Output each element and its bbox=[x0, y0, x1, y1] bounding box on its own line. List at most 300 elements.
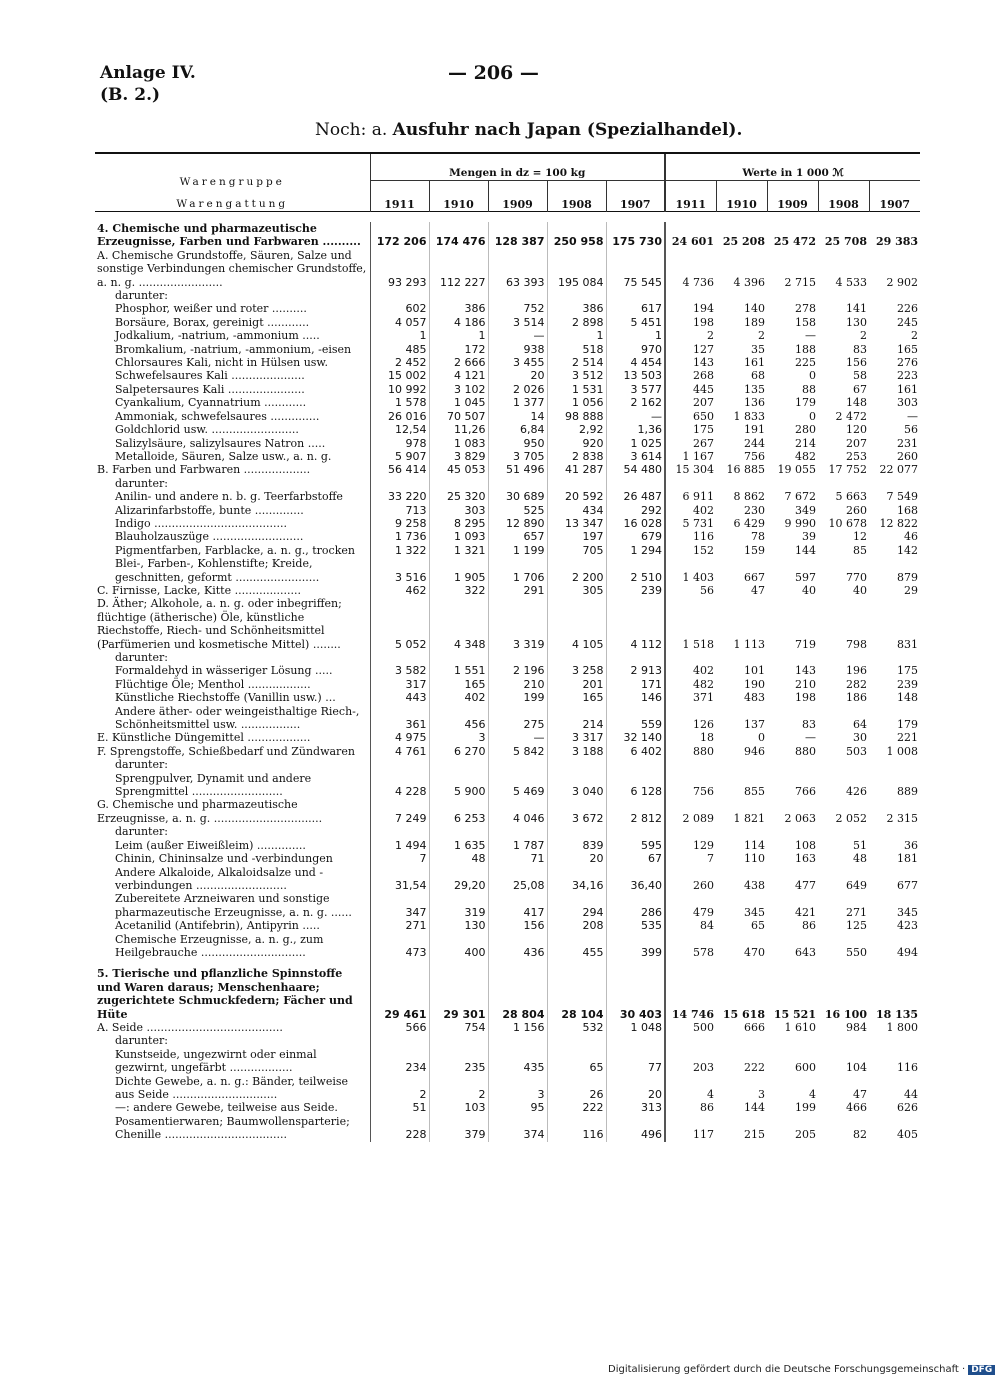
value-cell: 477 bbox=[795, 878, 816, 892]
quantity-cell bbox=[429, 651, 488, 664]
value-cell bbox=[869, 651, 920, 664]
footer-credit bbox=[608, 1364, 995, 1375]
value-cell: 371 bbox=[665, 691, 716, 704]
quantity-cell: 156 bbox=[488, 919, 547, 932]
value-cell: 207 bbox=[665, 396, 716, 409]
quantity-cell: 303 bbox=[429, 504, 488, 517]
value-cell: 402 bbox=[665, 664, 716, 677]
row-label: Chlorsaures Kali, nicht in Hülsen usw. bbox=[115, 356, 329, 370]
quantity-cell: 9 258 bbox=[370, 517, 429, 530]
row-label: Alizarinfarbstoffe, bunte .............. bbox=[115, 503, 304, 517]
value-cell: 25 472 bbox=[773, 235, 816, 249]
quantity-cell: 25,08 bbox=[488, 866, 547, 893]
row-label: Salizylsäure, salizylsaures Natron ..... bbox=[115, 436, 326, 450]
row-label: Metalloide, Säuren, Salze usw., a. n. g. bbox=[115, 449, 332, 463]
value-cell: 831 bbox=[897, 637, 919, 651]
table-row bbox=[95, 423, 920, 436]
table-row bbox=[95, 866, 920, 893]
value-cell: 35 bbox=[751, 342, 765, 356]
value-cell: 1 610 bbox=[784, 1020, 816, 1034]
title-prefix: Noch: a. bbox=[315, 120, 388, 140]
value-cell: 152 bbox=[665, 544, 716, 557]
value-header: Werte in 1 000 ℳ bbox=[665, 154, 920, 181]
quantity-cell: 4 348 bbox=[429, 597, 488, 651]
value-cell: 494 bbox=[897, 945, 919, 959]
value-cell: 766 bbox=[795, 785, 816, 799]
value-cell: 470 bbox=[744, 945, 765, 959]
quantity-cell: 210 bbox=[488, 678, 547, 691]
table-row bbox=[95, 825, 920, 838]
table-row bbox=[95, 584, 920, 597]
quantity-cell: 4 046 bbox=[488, 798, 547, 825]
value-cell: 984 bbox=[846, 1020, 867, 1034]
value-cell: 130 bbox=[846, 315, 867, 329]
value-cell: 104 bbox=[846, 1061, 867, 1075]
page-title bbox=[315, 120, 742, 140]
group-row bbox=[95, 222, 920, 249]
value-cell: 1 113 bbox=[733, 637, 765, 651]
quantity-cell: 130 bbox=[429, 919, 488, 932]
row-label: darunter: bbox=[115, 651, 168, 664]
value-year-header: 1911 bbox=[665, 181, 716, 212]
value-cell: 268 bbox=[665, 369, 716, 382]
row-label: darunter: bbox=[115, 476, 168, 490]
quantity-cell: 473 bbox=[370, 933, 429, 960]
quantity-cell: 5 907 bbox=[370, 450, 429, 463]
value-cell: 1 008 bbox=[886, 744, 919, 758]
value-cell: 643 bbox=[795, 945, 816, 959]
row-label: Chemische Erzeugnisse, a. n. g., zum Heilgebrauche .............................. bbox=[115, 932, 324, 959]
quantity-cell: 6 253 bbox=[429, 798, 488, 825]
value-cell: 68 bbox=[751, 369, 765, 383]
value-cell: 6 911 bbox=[665, 490, 716, 503]
quantity-cell: 752 bbox=[488, 302, 547, 315]
anlage-label: Anlage IV. bbox=[100, 63, 196, 83]
value-cell: 4 736 bbox=[665, 249, 716, 289]
quantity-cell: 3 319 bbox=[488, 597, 547, 651]
quantity-cell: 3 614 bbox=[606, 450, 665, 463]
value-cell: 163 bbox=[795, 852, 816, 866]
quantity-cell: 28 804 bbox=[488, 967, 547, 1021]
value-cell: 946 bbox=[744, 744, 765, 758]
row-label: Ammoniak, schwefelsaures .............. bbox=[115, 409, 320, 423]
row-label: Phosphor, weißer und roter .......... bbox=[115, 302, 307, 316]
value-cell: 426 bbox=[846, 785, 867, 799]
value-cell: 25 208 bbox=[722, 235, 765, 249]
table-row bbox=[95, 933, 920, 960]
value-cell: 756 bbox=[744, 449, 765, 463]
value-cell: 578 bbox=[665, 933, 716, 960]
quantity-cell: 29 461 bbox=[370, 967, 429, 1021]
quantity-cell: 228 bbox=[370, 1115, 429, 1142]
row-label: D. Äther; Alkohole, a. n. g. oder inbegriffen; flüchtige (ätherische) Öle, künstliche Riechstoffe, Riech- und Schönheitsmittel (Parfümerien und kosmetische Mittel) ........ bbox=[97, 597, 342, 651]
value-cell: 550 bbox=[846, 945, 867, 959]
quantity-cell bbox=[547, 289, 606, 302]
value-cell: 17 752 bbox=[828, 463, 867, 477]
row-label: darunter: bbox=[115, 758, 168, 772]
value-cell: 1 800 bbox=[886, 1020, 919, 1034]
quantity-cell: 970 bbox=[606, 343, 665, 356]
value-cell: 29 bbox=[904, 583, 919, 597]
value-cell: 466 bbox=[846, 1101, 867, 1115]
value-cell: 4 bbox=[665, 1075, 716, 1102]
value-cell: 120 bbox=[846, 423, 867, 437]
value-cell: 880 bbox=[665, 745, 716, 758]
table-row bbox=[95, 463, 920, 476]
table-row bbox=[95, 329, 920, 342]
row-label: A. Chemische Grundstoffe, Säuren, Salze und sonstige Verbindungen chemischer Grundstoffe, a. n. g. ........................ bbox=[97, 248, 367, 289]
quantity-cell: 1 905 bbox=[429, 557, 488, 584]
quantity-cell bbox=[429, 758, 488, 771]
quantity-cell: 1 045 bbox=[429, 396, 488, 409]
quantity-cell: 171 bbox=[606, 678, 665, 691]
value-cell: 126 bbox=[665, 705, 716, 732]
quantity-cell bbox=[547, 825, 606, 838]
table-row bbox=[95, 383, 920, 396]
value-cell: 19 055 bbox=[777, 463, 816, 477]
value-cell: 125 bbox=[846, 919, 867, 933]
value-cell: 12 822 bbox=[879, 516, 919, 530]
value-cell: 597 bbox=[795, 570, 816, 584]
quantity-cell: 595 bbox=[606, 839, 665, 852]
value-cell: 445 bbox=[665, 383, 716, 396]
value-cell: 2 089 bbox=[665, 798, 716, 825]
value-cell: 770 bbox=[846, 570, 867, 584]
value-cell: 188 bbox=[795, 342, 816, 356]
row-label: Formaldehyd in wässeriger Lösung ..... bbox=[115, 664, 333, 678]
row-label: Blauholzauszüge .......................... bbox=[115, 530, 304, 544]
value-cell bbox=[716, 289, 767, 302]
value-cell bbox=[665, 651, 716, 664]
value-cell bbox=[869, 477, 920, 490]
quantity-cell bbox=[488, 1034, 547, 1047]
quantity-cell: 2 bbox=[429, 1075, 488, 1102]
value-cell bbox=[869, 825, 920, 838]
quantity-cell: 3 582 bbox=[370, 664, 429, 677]
quantity-cell: 436 bbox=[488, 933, 547, 960]
quantity-cell: 1 787 bbox=[488, 839, 547, 852]
quantity-cell: 292 bbox=[606, 504, 665, 517]
value-year-header: 1910 bbox=[716, 181, 767, 212]
quantity-cell: 13 347 bbox=[547, 517, 606, 530]
quantity-cell: 30 403 bbox=[606, 967, 665, 1021]
table-row bbox=[95, 410, 920, 423]
value-cell bbox=[767, 477, 818, 490]
table-row bbox=[95, 1115, 920, 1142]
value-cell: 210 bbox=[795, 677, 816, 691]
value-cell bbox=[818, 651, 869, 664]
value-cell: 16 100 bbox=[824, 1007, 867, 1021]
value-cell: 405 bbox=[897, 1128, 919, 1142]
quantity-cell: 199 bbox=[488, 691, 547, 704]
quantity-cell: 54 480 bbox=[606, 463, 665, 476]
quantity-cell: 754 bbox=[429, 1021, 488, 1034]
value-cell: 221 bbox=[897, 731, 919, 745]
value-cell: 2 472 bbox=[835, 409, 867, 423]
row-label: Andere äther- oder weingeisthaltige Riech-, Schönheitsmittel usw. ................. bbox=[115, 704, 360, 732]
value-cell: 86 bbox=[802, 919, 816, 933]
value-cell bbox=[869, 1034, 920, 1047]
quantity-cell: 1 322 bbox=[370, 544, 429, 557]
row-label: Jodkalium, -natrium, -ammonium ..... bbox=[115, 329, 320, 343]
value-cell: 84 bbox=[665, 919, 716, 932]
value-cell: 207 bbox=[846, 436, 867, 450]
value-cell: 303 bbox=[897, 396, 919, 410]
value-cell: 198 bbox=[665, 316, 716, 329]
quantity-cell: 559 bbox=[606, 705, 665, 732]
value-cell: 5 663 bbox=[835, 490, 867, 504]
quantity-cell: 3 188 bbox=[547, 745, 606, 758]
row-label: Goldchlorid usw. ......................... bbox=[115, 423, 299, 437]
value-cell: 230 bbox=[744, 503, 765, 517]
value-cell: 144 bbox=[744, 1101, 765, 1115]
quantity-cell: 20 bbox=[547, 852, 606, 865]
row-label: Cyankalium, Cyannatrium ............ bbox=[115, 396, 307, 410]
value-cell: 30 bbox=[853, 731, 867, 745]
footer-text: Digitalisierung gefördert durch die Deutsche Forschungsgemeinschaft · bbox=[608, 1364, 966, 1375]
quantity-cell: 456 bbox=[429, 705, 488, 732]
quantity-cell: 6 402 bbox=[606, 745, 665, 758]
value-cell: 600 bbox=[795, 1061, 816, 1075]
quantity-cell: 16 028 bbox=[606, 517, 665, 530]
value-cell: 7 bbox=[665, 852, 716, 865]
quantity-cell: 1 578 bbox=[370, 396, 429, 409]
quantity-cell: 3 102 bbox=[429, 383, 488, 396]
value-cell: 260 bbox=[665, 866, 716, 893]
quantity-year-header: 1908 bbox=[547, 181, 606, 212]
value-cell: 165 bbox=[897, 342, 919, 356]
quantity-cell: 10 992 bbox=[370, 383, 429, 396]
quantity-cell: 319 bbox=[429, 892, 488, 919]
table-row bbox=[95, 557, 920, 584]
row-label: darunter: bbox=[115, 289, 168, 303]
quantity-cell: 36,40 bbox=[606, 866, 665, 893]
quantity-cell bbox=[547, 651, 606, 664]
quantity-cell: 222 bbox=[547, 1101, 606, 1114]
value-cell: 756 bbox=[665, 772, 716, 799]
quantity-cell: 26 bbox=[547, 1075, 606, 1102]
quantity-cell: 95 bbox=[488, 1101, 547, 1114]
quantity-cell: — bbox=[488, 731, 547, 744]
quantity-cell: 165 bbox=[429, 678, 488, 691]
value-cell: 136 bbox=[744, 396, 765, 410]
value-cell: 1 833 bbox=[733, 409, 765, 423]
quantity-cell: 1 635 bbox=[429, 839, 488, 852]
value-cell: 214 bbox=[795, 436, 816, 450]
quantity-cell: 402 bbox=[429, 691, 488, 704]
table-row bbox=[95, 758, 920, 771]
quantity-cell: 3 bbox=[429, 731, 488, 744]
quantity-cell bbox=[606, 289, 665, 302]
value-cell bbox=[767, 1034, 818, 1047]
row-label: Bromkalium, -natrium, -ammonium, -eisen bbox=[115, 342, 352, 356]
quantity-cell: 275 bbox=[488, 705, 547, 732]
value-cell: 2 902 bbox=[886, 275, 919, 289]
value-cell: 4 396 bbox=[733, 275, 765, 289]
value-cell: 880 bbox=[795, 744, 816, 758]
table-row bbox=[95, 852, 920, 865]
value-cell: 168 bbox=[897, 503, 919, 517]
quantity-cell: 103 bbox=[429, 1101, 488, 1114]
value-cell: 110 bbox=[744, 852, 765, 866]
quantity-cell: 29,20 bbox=[429, 866, 488, 893]
quantity-cell: 1 bbox=[547, 329, 606, 342]
quantity-cell: 51 496 bbox=[488, 463, 547, 476]
quantity-cell: 1 bbox=[429, 329, 488, 342]
quantity-cell: 1 294 bbox=[606, 544, 665, 557]
value-cell: 181 bbox=[897, 852, 919, 866]
quantity-cell: 93 293 bbox=[370, 249, 429, 289]
value-cell: 140 bbox=[744, 302, 765, 316]
value-cell: 5 731 bbox=[665, 517, 716, 530]
quantity-cell: 2,92 bbox=[547, 423, 606, 436]
value-cell: 205 bbox=[795, 1128, 816, 1142]
quantity-cell: 20 bbox=[606, 1075, 665, 1102]
quantity-cell: 4 186 bbox=[429, 316, 488, 329]
dfg-logo: DFG bbox=[968, 1365, 995, 1375]
page-number: — 206 — bbox=[448, 62, 539, 84]
quantity-cell: 286 bbox=[606, 892, 665, 919]
value-cell bbox=[665, 289, 716, 302]
value-cell: 253 bbox=[846, 449, 867, 463]
quantity-cell: 417 bbox=[488, 892, 547, 919]
value-cell: 3 bbox=[758, 1088, 765, 1101]
value-cell: 143 bbox=[795, 664, 816, 678]
table-row bbox=[95, 664, 920, 677]
value-cell bbox=[818, 477, 869, 490]
type-header: Warengattung bbox=[176, 197, 289, 210]
quantity-cell: 214 bbox=[547, 705, 606, 732]
value-cell: 2 315 bbox=[886, 811, 919, 825]
value-cell: 2 bbox=[758, 329, 765, 343]
table-row bbox=[95, 396, 920, 409]
table-row bbox=[95, 356, 920, 369]
quantity-cell: 13 503 bbox=[606, 369, 665, 382]
table-row bbox=[95, 772, 920, 799]
table-row bbox=[95, 691, 920, 704]
quantity-cell: 165 bbox=[547, 691, 606, 704]
value-cell: 161 bbox=[744, 356, 765, 370]
quantity-cell: 5 842 bbox=[488, 745, 547, 758]
quantity-cell: 29 301 bbox=[429, 967, 488, 1021]
group-header: Warengruppe bbox=[179, 176, 285, 189]
value-cell: 67 bbox=[853, 382, 867, 396]
trade-table bbox=[95, 152, 920, 1142]
value-cell: 196 bbox=[846, 664, 867, 678]
table-row bbox=[95, 597, 920, 651]
table-row bbox=[95, 1048, 920, 1075]
quantity-cell: 4 112 bbox=[606, 597, 665, 651]
value-cell: 271 bbox=[846, 905, 867, 919]
section-label: (B. 2.) bbox=[100, 85, 161, 105]
value-cell: 203 bbox=[665, 1048, 716, 1075]
value-cell: — bbox=[805, 731, 816, 745]
row-label: 4. Chemische und pharmazeutische Erzeugnisse, Farben und Farbwaren .......... bbox=[97, 222, 361, 249]
quantity-cell: 45 053 bbox=[429, 463, 488, 476]
value-cell: 135 bbox=[744, 382, 765, 396]
quantity-cell: 20 592 bbox=[547, 490, 606, 503]
quantity-cell: 6,84 bbox=[488, 423, 547, 436]
value-cell: 4 bbox=[809, 1088, 816, 1101]
row-label: Acetanilid (Antifebrin), Antipyrin ..... bbox=[115, 919, 320, 933]
quantity-cell: 197 bbox=[547, 530, 606, 543]
quantity-year-header: 1907 bbox=[606, 181, 665, 212]
value-cell: 108 bbox=[795, 838, 816, 852]
quantity-cell: 938 bbox=[488, 343, 547, 356]
quantity-cell: 33 220 bbox=[370, 490, 429, 503]
value-cell bbox=[767, 825, 818, 838]
quantity-cell: 3 bbox=[488, 1075, 547, 1102]
value-cell: 345 bbox=[897, 905, 919, 919]
quantity-cell: 4 228 bbox=[370, 772, 429, 799]
value-cell: 189 bbox=[744, 315, 765, 329]
row-label: Sprengpulver, Dynamit und andere Sprengmittel .......................... bbox=[115, 771, 312, 799]
row-label: darunter: bbox=[115, 825, 168, 839]
quantity-cell: 65 bbox=[547, 1048, 606, 1075]
value-cell: 179 bbox=[795, 396, 816, 410]
value-cell: 889 bbox=[897, 785, 919, 799]
row-label: Künstliche Riechstoffe (Vanillin usw.) ... bbox=[115, 691, 336, 705]
value-cell: 141 bbox=[846, 302, 867, 316]
quantity-cell: 32 140 bbox=[606, 731, 665, 744]
quantity-cell: 34,16 bbox=[547, 866, 606, 893]
quantity-cell: 305 bbox=[547, 584, 606, 597]
quantity-cell: 455 bbox=[547, 933, 606, 960]
quantity-cell: 174 476 bbox=[429, 222, 488, 249]
table-row bbox=[95, 316, 920, 329]
value-cell: 64 bbox=[853, 718, 867, 732]
value-cell: 2 052 bbox=[835, 811, 867, 825]
value-cell: 666 bbox=[744, 1020, 765, 1034]
value-cell: 7 672 bbox=[784, 490, 816, 504]
value-cell: 349 bbox=[795, 503, 816, 517]
value-cell: 649 bbox=[846, 878, 867, 892]
quantity-cell: 2 514 bbox=[547, 356, 606, 369]
value-cell: 483 bbox=[744, 691, 765, 705]
quantity-cell: 950 bbox=[488, 437, 547, 450]
quantity-cell: 322 bbox=[429, 584, 488, 597]
quantity-cell: 7 bbox=[370, 852, 429, 865]
row-label: —: andere Gewebe, teilweise aus Seide. bbox=[115, 1101, 338, 1115]
quantity-cell: 4 454 bbox=[606, 356, 665, 369]
value-cell: 129 bbox=[665, 839, 716, 852]
quantity-cell bbox=[488, 289, 547, 302]
value-cell: 503 bbox=[846, 744, 867, 758]
quantity-cell: 1 156 bbox=[488, 1021, 547, 1034]
value-cell: 0 bbox=[809, 409, 816, 423]
quantity-cell bbox=[606, 651, 665, 664]
quantity-cell: 1 bbox=[370, 329, 429, 342]
value-cell bbox=[767, 289, 818, 302]
quantity-cell: 443 bbox=[370, 691, 429, 704]
value-cell: 0 bbox=[758, 731, 765, 745]
value-cell: 56 bbox=[665, 584, 716, 597]
quantity-cell: 2 666 bbox=[429, 356, 488, 369]
quantity-cell: 3 516 bbox=[370, 557, 429, 584]
quantity-cell bbox=[370, 289, 429, 302]
quantity-cell: 3 705 bbox=[488, 450, 547, 463]
table-row bbox=[95, 731, 920, 744]
value-cell: 39 bbox=[802, 530, 816, 544]
value-cell bbox=[665, 1034, 716, 1047]
quantity-cell bbox=[488, 477, 547, 490]
value-cell: 2 063 bbox=[784, 811, 816, 825]
row-label: E. Künstliche Düngemittel .................. bbox=[97, 731, 311, 745]
quantity-cell: 1 083 bbox=[429, 437, 488, 450]
quantity-cell: 1 025 bbox=[606, 437, 665, 450]
value-cell: 260 bbox=[846, 503, 867, 517]
quantity-cell: 4 975 bbox=[370, 731, 429, 744]
